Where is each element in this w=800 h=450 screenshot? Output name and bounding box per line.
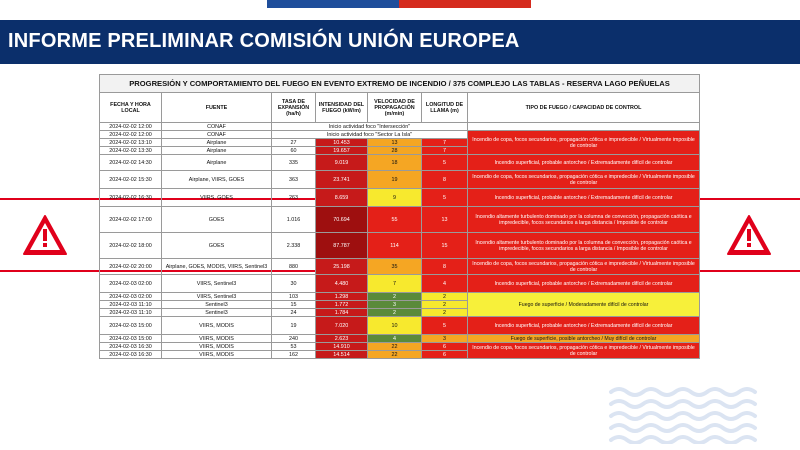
cell-rate: 60 [272, 147, 316, 155]
cell-intensity: 14.514 [316, 351, 368, 359]
table-row [100, 233, 700, 259]
cell-intensity: 1.772 [316, 301, 368, 309]
cell-source: VIIRS, GOES [162, 189, 272, 207]
cell-rate: 880 [272, 259, 316, 275]
cell-date: 2024-02-03 16:30 [100, 351, 162, 359]
cell-source: VIIRS, MODIS [162, 351, 272, 359]
col-header-source: FUENTE [162, 93, 272, 123]
cell-fire-type: Fuego de superficie, posible antorcheo / Muy difícil de controlar [468, 335, 700, 343]
cell-speed: 3 [368, 301, 422, 309]
cell-source: VIIRS, Sentinel3 [162, 275, 272, 293]
cell-fire-type: Incendio de copa, focos secundarios, propagación cótica e impredecible / Virtualmente imposible de controlar [468, 171, 700, 189]
cell-rate: 240 [272, 335, 316, 343]
cell-source: CONAF [162, 123, 272, 131]
cell-intensity: 9.019 [316, 155, 368, 171]
cell-flame: 8 [422, 171, 468, 189]
cell-flame: 2 [422, 309, 468, 317]
col-header-intensity: INTENSIDAD DEL FUEGO (kW/m) [316, 93, 368, 123]
cell-intensity: 2.623 [316, 335, 368, 343]
flag-blue [267, 0, 399, 8]
cell-fire-type: Incendio de copa, focos secundarios, propagación cótica e impredecible / Virtualmente imposible de controlar [468, 259, 700, 275]
cell-intensity: 23.741 [316, 171, 368, 189]
cell-flame: 6 [422, 343, 468, 351]
cell-flame: 2 [422, 293, 468, 301]
fire-progression-table [99, 74, 700, 359]
cell-source: Airplane [162, 155, 272, 171]
table-row [100, 189, 700, 207]
col-header-rate: TASA DE EXPANSIÓN (ha/h) [272, 93, 316, 123]
cell-date: 2024-02-03 11:10 [100, 301, 162, 309]
cell-speed: 4 [368, 335, 422, 343]
table-row [100, 171, 700, 189]
cell-fire-type [468, 123, 700, 131]
cell-source: GOES [162, 207, 272, 233]
cell-rate: 335 [272, 155, 316, 171]
warning-triangle-icon [726, 214, 772, 256]
cell-fire-type: Fuego de superficie / Moderadamente difícil de controlar [468, 293, 700, 317]
cell-date: 2024-02-02 13:30 [100, 147, 162, 155]
cell-flame: 4 [422, 275, 468, 293]
col-header-fire-type: TIPO DE FUEGO / CAPACIDAD DE CONTROL [468, 93, 700, 123]
cell-date: 2024-02-03 16:30 [100, 343, 162, 351]
cell-intensity: 14.910 [316, 343, 368, 351]
cell-source: GOES [162, 233, 272, 259]
cell-source: Airplane [162, 139, 272, 147]
cell-intensity: 4.480 [316, 275, 368, 293]
cell-date: 2024-02-03 11:10 [100, 309, 162, 317]
fire-progression-table-wrap [99, 74, 699, 359]
cell-rate: 27 [272, 139, 316, 147]
cell-date: 2024-02-02 20:00 [100, 259, 162, 275]
cell-date: 2024-02-02 16:30 [100, 189, 162, 207]
cell-fire-type: Incendio altamente turbulento dominado por la columna de convección, propagación caótica e impredecible, focos secundarios a larga distancia / Imposible de controlar [468, 207, 700, 233]
col-header-flame: LONGITUD DE LLAMA (m) [422, 93, 468, 123]
cell-rate: 30 [272, 275, 316, 293]
cell-rate: 2.338 [272, 233, 316, 259]
cell-rate: 24 [272, 309, 316, 317]
cell-date: 2024-02-03 15:00 [100, 317, 162, 335]
warning-triangle-icon [22, 214, 68, 256]
cell-speed: 114 [368, 233, 422, 259]
cell-date: 2024-02-02 14:30 [100, 155, 162, 171]
cell-speed: 55 [368, 207, 422, 233]
cell-rate: 103 [272, 293, 316, 301]
cell-source: VIIRS, Sentinel3 [162, 293, 272, 301]
col-header-date: FECHA Y HORA LOCAL [100, 93, 162, 123]
cell-date: 2024-02-02 18:00 [100, 233, 162, 259]
cell-source: Airplane, VIIRS, GOES [162, 171, 272, 189]
cell-date: 2024-02-03 02:00 [100, 293, 162, 301]
table-row [100, 335, 700, 343]
cell-source: CONAF [162, 131, 272, 139]
cell-fire-type: Incendio de copa, focos secundarios, propagación cótica e impredecible / Virtualmente imposible de controlar [468, 131, 700, 155]
cell-intensity: 1.784 [316, 309, 368, 317]
col-header-speed: VELOCIDAD DE PROPAGACIÓN (m/min) [368, 93, 422, 123]
cell-speed: 13 [368, 139, 422, 147]
cell-source: Sentinel3 [162, 301, 272, 309]
cell-date: 2024-02-03 02:00 [100, 275, 162, 293]
table-row [100, 343, 700, 351]
cell-rate: 162 [272, 351, 316, 359]
cell-speed: 28 [368, 147, 422, 155]
cell-rate: 53 [272, 343, 316, 351]
wave-pattern [607, 384, 767, 444]
cell-source: Airplane, GOES, MODIS, VIIRS, Sentinel3 [162, 259, 272, 275]
cell-date: 2024-02-03 15:00 [100, 335, 162, 343]
table-row [100, 207, 700, 233]
cell-rate: 263 [272, 189, 316, 207]
cell-note: Inicio actividad foco "Intersección" [272, 123, 468, 131]
cell-date: 2024-02-02 15:30 [100, 171, 162, 189]
cell-intensity: 70.694 [316, 207, 368, 233]
cell-intensity: 19.657 [316, 147, 368, 155]
table-row [100, 259, 700, 275]
table-row [100, 293, 700, 301]
cell-flame: 5 [422, 155, 468, 171]
cell-source: VIIRS, MODIS [162, 335, 272, 343]
cell-fire-type: Incendio de copa, focos secundarios, propagación cótica e impredecible / Virtualmente imposible de controlar [468, 343, 700, 359]
cell-rate: 363 [272, 171, 316, 189]
cell-flame: 6 [422, 351, 468, 359]
cell-speed: 19 [368, 171, 422, 189]
cell-flame: 2 [422, 301, 468, 309]
cell-speed: 10 [368, 317, 422, 335]
cell-date: 2024-02-02 12:00 [100, 131, 162, 139]
cell-speed: 22 [368, 343, 422, 351]
cell-note: Inicio actividad foco "Sector La Isla" [272, 131, 468, 139]
cell-flame: 7 [422, 147, 468, 155]
table-row [100, 123, 700, 131]
table-caption: PROGRESIÓN Y COMPORTAMIENTO DEL FUEGO EN EVENTO EXTREMO DE INCENDIO / 375 COMPLEJO LAS TABLAS - RESERVA LAGO PEÑUELAS [100, 75, 700, 93]
cell-flame: 3 [422, 335, 468, 343]
table-row [100, 317, 700, 335]
flag-red [399, 0, 531, 8]
cell-flame: 15 [422, 233, 468, 259]
table-row [100, 155, 700, 171]
cell-fire-type: Incendio superficial, probable antorcheo / Extremadamente difícil de controlar [468, 189, 700, 207]
cell-rate: 19 [272, 317, 316, 335]
table-row [100, 275, 700, 293]
cell-speed: 2 [368, 309, 422, 317]
page-title: INFORME PRELIMINAR COMISIÓN UNIÓN EUROPEA [8, 30, 520, 52]
cell-fire-type: Incendio superficial, probable antorcheo / Extremadamente difícil de controlar [468, 317, 700, 335]
cell-intensity: 87.787 [316, 233, 368, 259]
cell-source: Airplane [162, 147, 272, 155]
cell-intensity: 8.659 [316, 189, 368, 207]
cell-intensity: 25.198 [316, 259, 368, 275]
cell-date: 2024-02-02 13:10 [100, 139, 162, 147]
cell-source: VIIRS, MODIS [162, 317, 272, 335]
cell-flame: 5 [422, 189, 468, 207]
cell-flame: 5 [422, 317, 468, 335]
cell-fire-type: Incendio superficial, probable antorcheo / Extremadamente difícil de controlar [468, 155, 700, 171]
cell-speed: 9 [368, 189, 422, 207]
cell-fire-type: Incendio superficial, probable antorcheo / Extremadamente difícil de controlar [468, 275, 700, 293]
flag-stripe [267, 0, 531, 8]
cell-date: 2024-02-02 17:00 [100, 207, 162, 233]
cell-date: 2024-02-02 12:00 [100, 123, 162, 131]
table-row [100, 131, 700, 139]
cell-speed: 18 [368, 155, 422, 171]
cell-intensity: 10.453 [316, 139, 368, 147]
cell-speed: 7 [368, 275, 422, 293]
cell-source: Sentinel3 [162, 309, 272, 317]
cell-source: VIIRS, MODIS [162, 343, 272, 351]
cell-rate: 15 [272, 301, 316, 309]
cell-speed: 35 [368, 259, 422, 275]
title-bar [0, 20, 800, 64]
cell-intensity: 7.020 [316, 317, 368, 335]
cell-fire-type: Incendio altamente turbulento dominado por la columna de convección, propagación caótica e impredecible, focos secundarios a larga distancia / Imposible de controlar [468, 233, 700, 259]
cell-flame: 7 [422, 139, 468, 147]
cell-rate: 1.016 [272, 207, 316, 233]
cell-flame: 13 [422, 207, 468, 233]
cell-intensity: 1.298 [316, 293, 368, 301]
cell-flame: 8 [422, 259, 468, 275]
cell-speed: 2 [368, 293, 422, 301]
cell-speed: 22 [368, 351, 422, 359]
